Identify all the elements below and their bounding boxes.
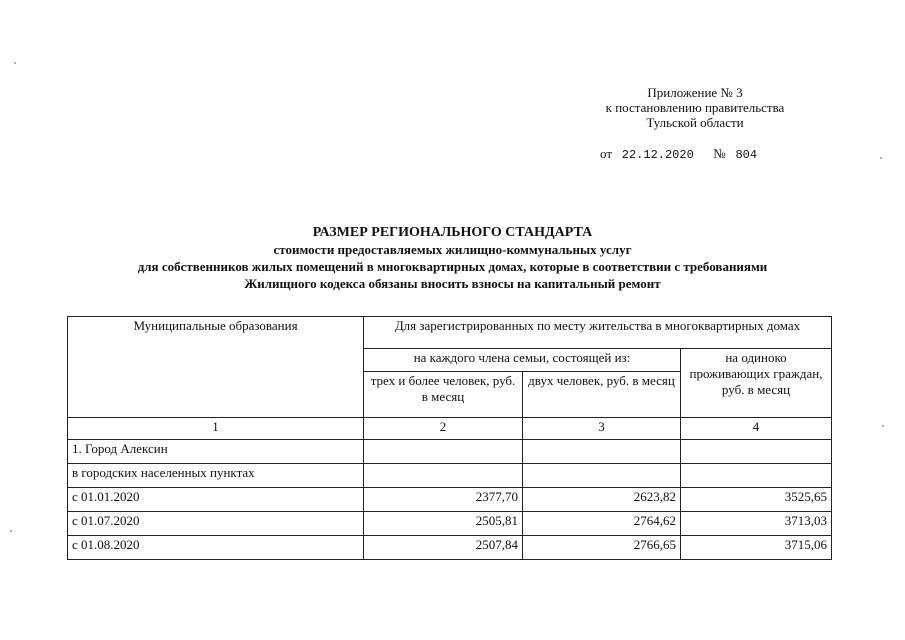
- header-two-persons: двух человек, руб. в месяц: [523, 372, 681, 418]
- two-persons-value: 2623,82: [523, 488, 681, 512]
- decree-date: 22.12.2020: [621, 148, 694, 162]
- appendix-region: Тульской области: [646, 115, 744, 130]
- single-value: 3525,65: [681, 488, 832, 512]
- subsection-row: [68, 464, 832, 488]
- scan-speck: [880, 157, 882, 159]
- column-number-row: [68, 418, 832, 440]
- appendix-decree-ref: к постановлению правительства: [605, 100, 785, 115]
- period-cell: с 01.07.2020: [68, 512, 364, 536]
- table-row: [68, 536, 832, 560]
- period-cell: с 01.01.2020: [68, 488, 364, 512]
- single-value: 3713,03: [681, 512, 832, 536]
- title-main: РАЗМЕР РЕГИОНАЛЬНОГО СТАНДАРТА: [312, 225, 593, 240]
- table-row: [68, 512, 832, 536]
- header-three-plus: трех и более человек, руб. в месяц: [364, 372, 523, 418]
- decree-number-label: №: [713, 146, 726, 161]
- three-plus-value: 2377,70: [364, 488, 523, 512]
- scan-speck: [882, 425, 884, 427]
- col-number-3: 3: [523, 418, 681, 440]
- three-plus-value: 2507,84: [364, 536, 523, 560]
- title-line-4: Жилищного кодекса обязаны вносить взносы на капитальный ремонт: [244, 276, 661, 291]
- header-registered: Для зарегистрированных по месту жительства в многоквартирных домах: [364, 317, 832, 349]
- two-persons-value: 2764,62: [523, 512, 681, 536]
- decree-number: 804: [735, 148, 758, 162]
- scan-speck: [10, 530, 12, 532]
- title-line-2: стоимости предоставляемых жилищно-коммунальных услуг: [273, 242, 632, 257]
- empty-cell: [364, 440, 523, 464]
- header-row-1: [68, 317, 832, 349]
- empty-cell: [523, 464, 681, 488]
- three-plus-value: 2505,81: [364, 512, 523, 536]
- col-number-4: 4: [681, 418, 832, 440]
- section-title: 1. Город Алексин: [68, 440, 364, 464]
- appendix-block: [560, 85, 830, 130]
- table-row: [68, 488, 832, 512]
- period-cell: с 01.08.2020: [68, 536, 364, 560]
- section-row: [68, 440, 832, 464]
- standard-table: [67, 316, 832, 560]
- two-persons-value: 2766,65: [523, 536, 681, 560]
- decree-from-label: от: [600, 146, 613, 161]
- empty-cell: [681, 464, 832, 488]
- empty-cell: [681, 440, 832, 464]
- col-number-1: 1: [68, 418, 364, 440]
- header-single: на одиноко проживающих граждан, руб. в месяц: [681, 349, 832, 418]
- empty-cell: [364, 464, 523, 488]
- header-municipal: Муниципальные образования: [68, 317, 364, 418]
- col-number-2: 2: [364, 418, 523, 440]
- title-line-3: для собственников жилых помещений в многоквартирных домах, которые в соответствии с требованиями: [137, 259, 768, 274]
- header-per-member: на каждого члена семьи, состоящей из:: [364, 349, 681, 372]
- appendix-number: Приложение № 3: [647, 85, 743, 100]
- subsection-title: в городских населенных пунктах: [68, 464, 364, 488]
- decree-line: [600, 146, 757, 162]
- scan-speck: [14, 62, 16, 64]
- document-title: [60, 224, 845, 292]
- single-value: 3715,06: [681, 536, 832, 560]
- empty-cell: [523, 440, 681, 464]
